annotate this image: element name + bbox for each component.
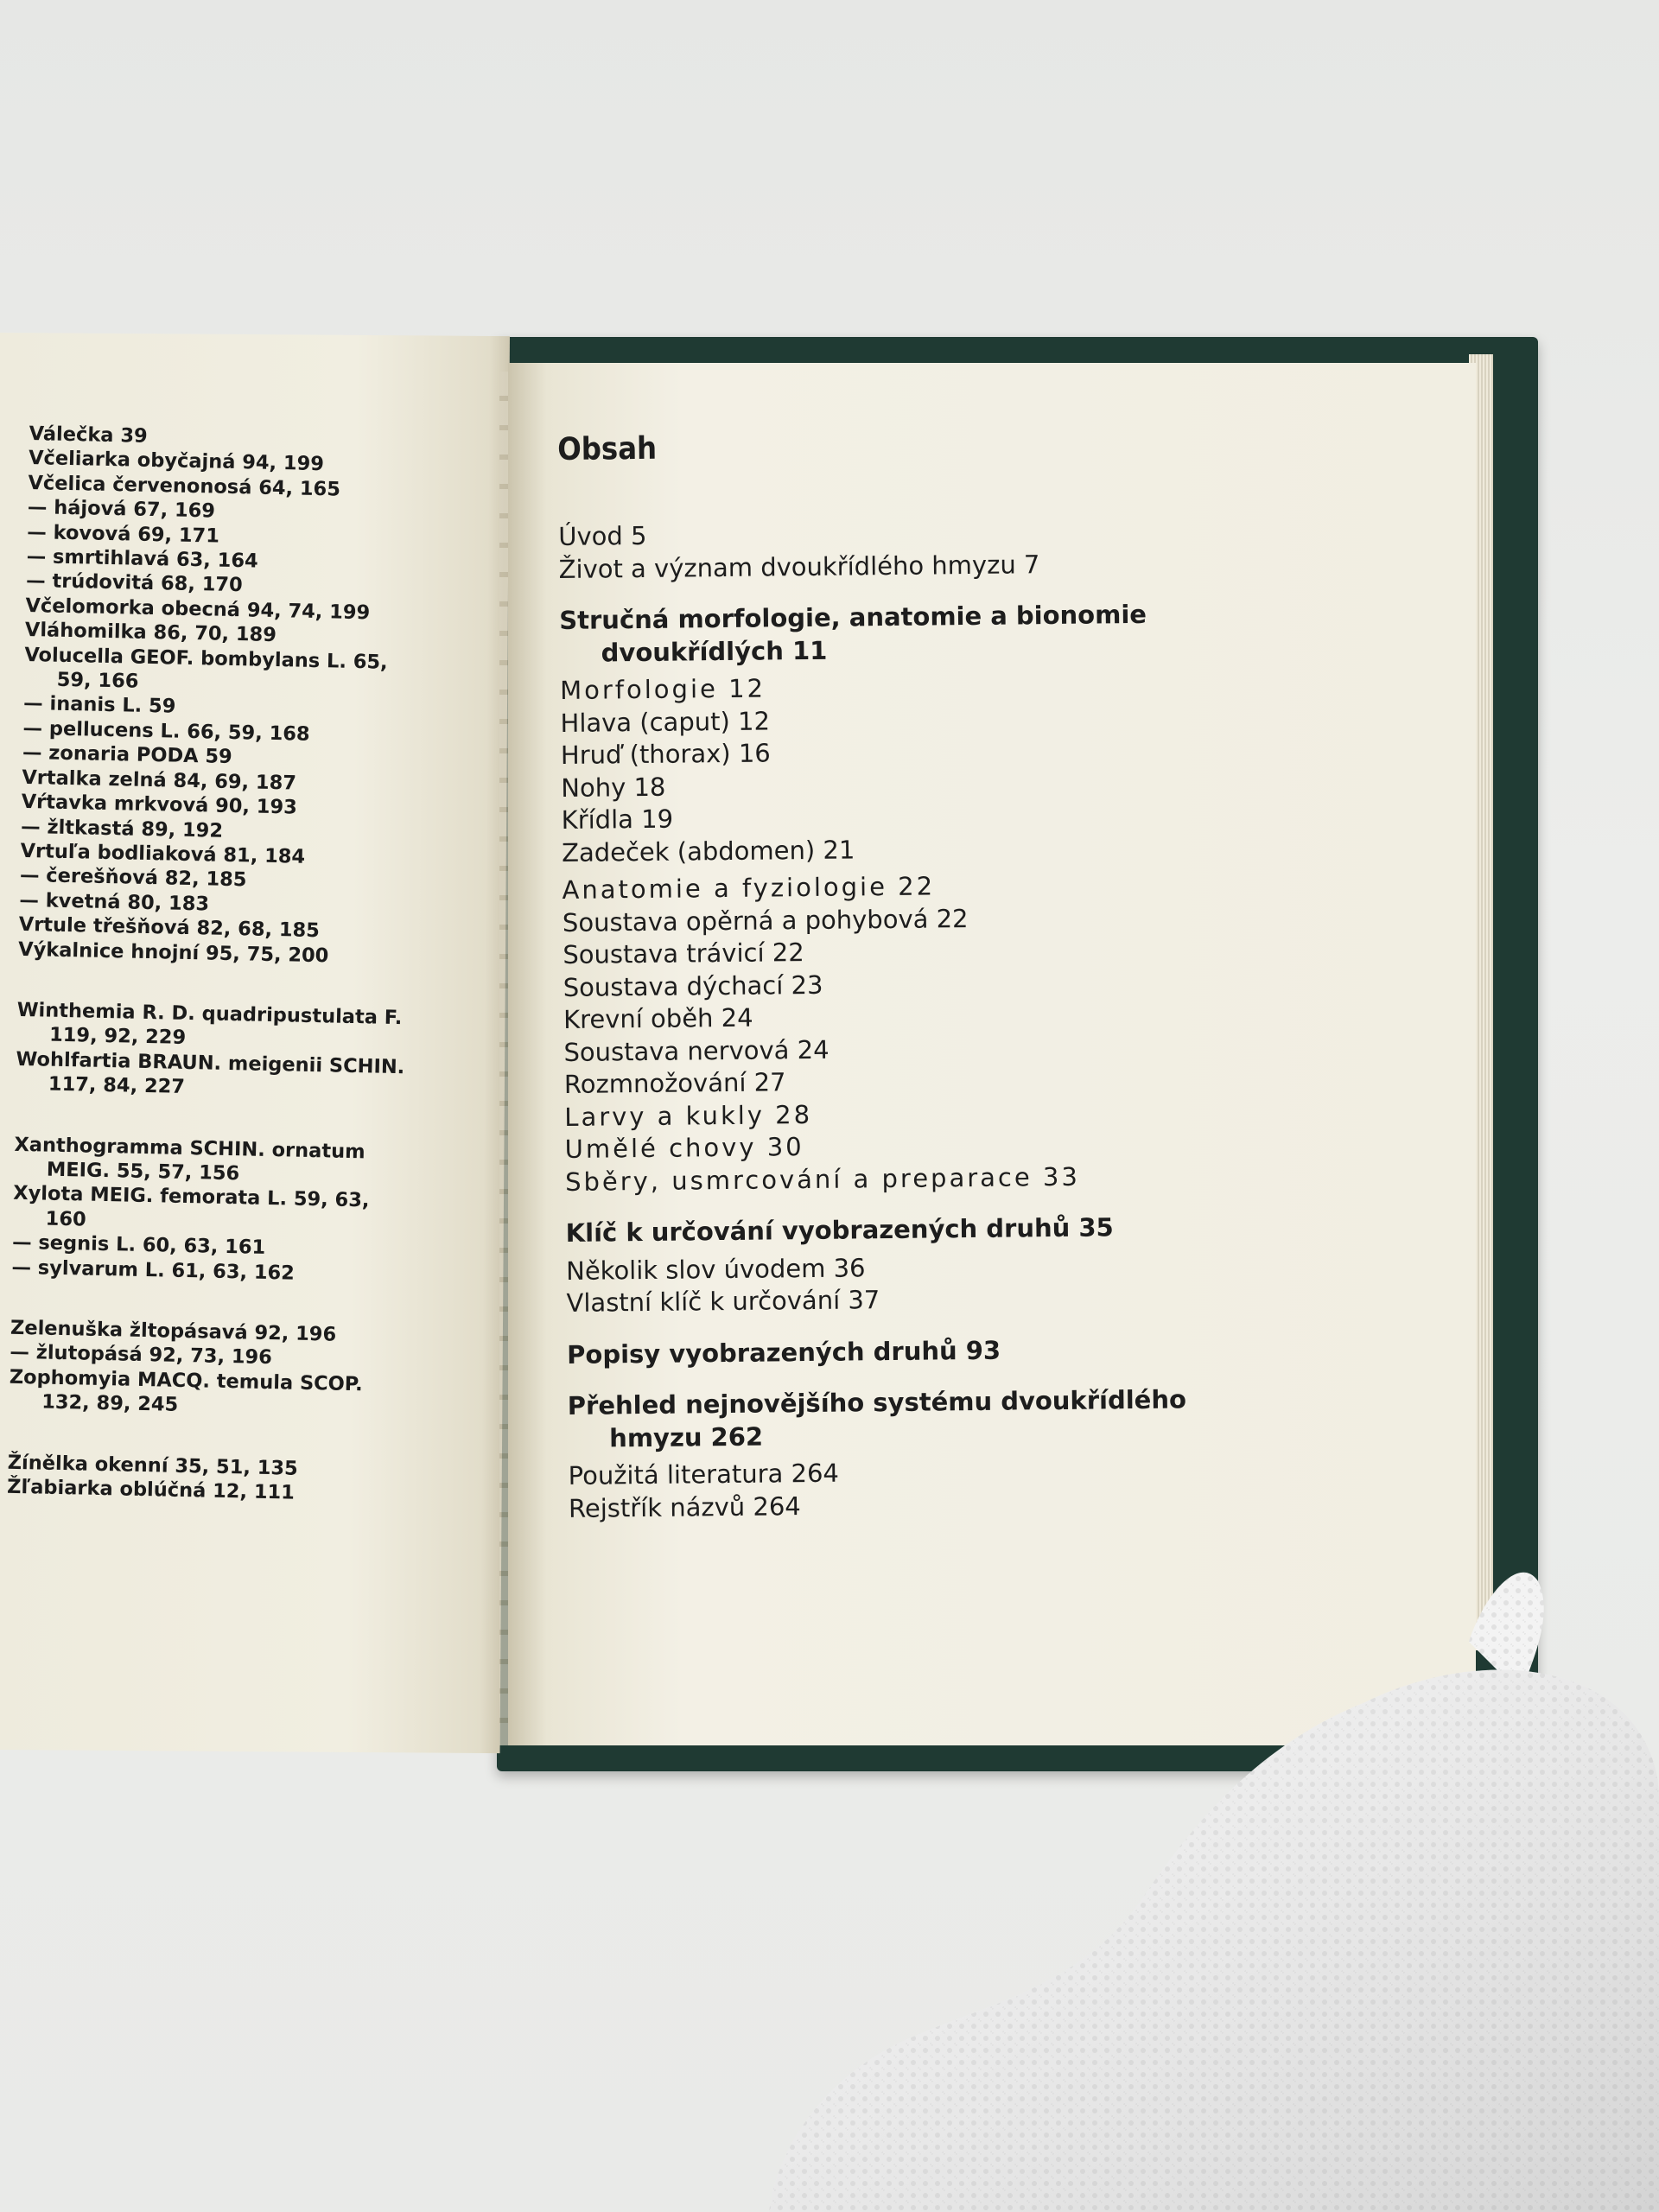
index-line: — segnis L. 60, 63, 161 [11, 1230, 266, 1260]
index-line: 59, 166 [56, 668, 139, 693]
toc-entry: Larvy a kukly 28 [564, 1099, 813, 1132]
toc-entry: Anatomie a fyziologie 22 [562, 871, 936, 905]
toc-entry: Úvod 5 [558, 520, 647, 551]
toc-entry: Soustava opěrná a pohybová 22 [562, 903, 969, 938]
toc-entry: Přehled nejnovějšího systému dvoukřídlého [567, 1384, 1187, 1421]
index-line: 132, 89, 245 [41, 1390, 179, 1417]
toc-entry: Hlava (caput) 12 [560, 705, 771, 738]
toc-entry: Soustava dýchací 23 [563, 969, 823, 1002]
index-line: Vláhomilka 86, 70, 189 [24, 619, 277, 647]
toc-entry: Vlastní klíč k určování 37 [566, 1285, 880, 1318]
toc-entry: Křídla 19 [561, 804, 674, 835]
index-line: 117, 84, 227 [48, 1072, 186, 1099]
toc-entry: Popisy vyobrazených druhů 93 [567, 1335, 1001, 1370]
toc-entry: Rejstřík názvů 264 [568, 1491, 801, 1523]
index-line: — pellucens L. 66, 59, 168 [22, 716, 310, 746]
toc-entry: hmyzu 262 [609, 1421, 764, 1452]
toc-entry: Umělé chovy 30 [564, 1132, 804, 1164]
index-line: — žltkastá 89, 192 [20, 815, 224, 842]
toc-entry: Soustava trávicí 22 [563, 938, 804, 969]
index-line: Zophomyia MACQ. temula SCOP. [9, 1365, 364, 1396]
index-line: — kovová 69, 171 [27, 520, 220, 548]
index-line: Včeliarka obyčajná 94, 199 [28, 447, 325, 476]
toc-entry: Stručná morfologie, anatomie a bionomie [559, 599, 1147, 635]
index-line: Výkalnice hnojní 95, 75, 200 [17, 938, 329, 967]
index-line: — trúdovitá 68, 170 [25, 569, 243, 597]
index-line: — žlutopásá 92, 73, 196 [10, 1341, 273, 1370]
toc-entry: Použitá literatura 264 [568, 1458, 840, 1491]
index-line: Vrtuľa bodliaková 81, 184 [20, 839, 306, 868]
toc-entry: Klíč k určování vyobrazených druhů 35 [565, 1212, 1114, 1248]
toc-title: Obsah [557, 430, 658, 467]
index-line: Zelenuška žltopásavá 92, 196 [10, 1316, 337, 1346]
index-line: Volucella GEOF. bombylans L. 65, [24, 643, 388, 674]
toc-entry: Sběry, usmrcování a preparace 33 [564, 1161, 1081, 1197]
index-line: — kvetná 80, 183 [19, 888, 210, 916]
index-line: — inanis L. 59 [22, 692, 176, 719]
toc-entry: Hruď (thorax) 16 [560, 738, 771, 770]
index-line: Vŕtavka mrkvová 90, 193 [21, 791, 298, 819]
index-line: Xylota MEIG. femorata L. 59, 63, [13, 1182, 370, 1212]
toc-entry: Soustava nervová 24 [563, 1034, 830, 1067]
index-line: Xanthogramma SCHIN. ornatum [14, 1133, 365, 1163]
index-line: Vrtalka zelná 84, 69, 187 [22, 766, 297, 795]
toc-entry: Život a význam dvoukřídlého hmyzu 7 [558, 549, 1040, 584]
index-line: 160 [45, 1207, 86, 1231]
glove-shadow [769, 1670, 1659, 2212]
index-line: — smrtihlavá 63, 164 [26, 544, 258, 573]
toc-entry: Krevní oběh 24 [563, 1002, 753, 1034]
index-line: Válečka 39 [29, 422, 148, 448]
index-line: Vrtule třešňová 82, 68, 185 [18, 913, 321, 943]
index-line: Wohlfartia BRAUN. meigenii SCHIN. [16, 1047, 405, 1079]
index-line: MEIG. 55, 57, 156 [46, 1158, 240, 1185]
index-line: Včelomorka obecná 94, 74, 199 [25, 594, 371, 625]
index-line: — sylvarum L. 61, 63, 162 [11, 1255, 296, 1285]
index-line: 119, 92, 229 [48, 1023, 187, 1050]
index-line: — hájová 67, 169 [27, 496, 216, 523]
index-line: — čerešňová 82, 185 [19, 864, 247, 892]
toc-entry: Několik slov úvodem 36 [565, 1252, 866, 1286]
toc-entry: dvoukřídlých 11 [601, 635, 828, 667]
toc-entry: Zadeček (abdomen) 21 [561, 834, 855, 868]
index-line: — zonaria PODA 59 [22, 741, 232, 769]
toc-entry: Morfologie 12 [559, 673, 766, 705]
toc-entry: Rozmnožování 27 [563, 1067, 786, 1099]
index-line: Včelica červenonosá 64, 165 [28, 471, 341, 501]
index-line: Žľabiarka oblúčná 12, 111 [6, 1475, 296, 1504]
toc-entry: Nohy 18 [561, 772, 666, 803]
index-line: Žínělka okenní 35, 51, 135 [7, 1451, 298, 1480]
index-line: Winthemia R. D. quadripustulata F. [16, 998, 403, 1030]
